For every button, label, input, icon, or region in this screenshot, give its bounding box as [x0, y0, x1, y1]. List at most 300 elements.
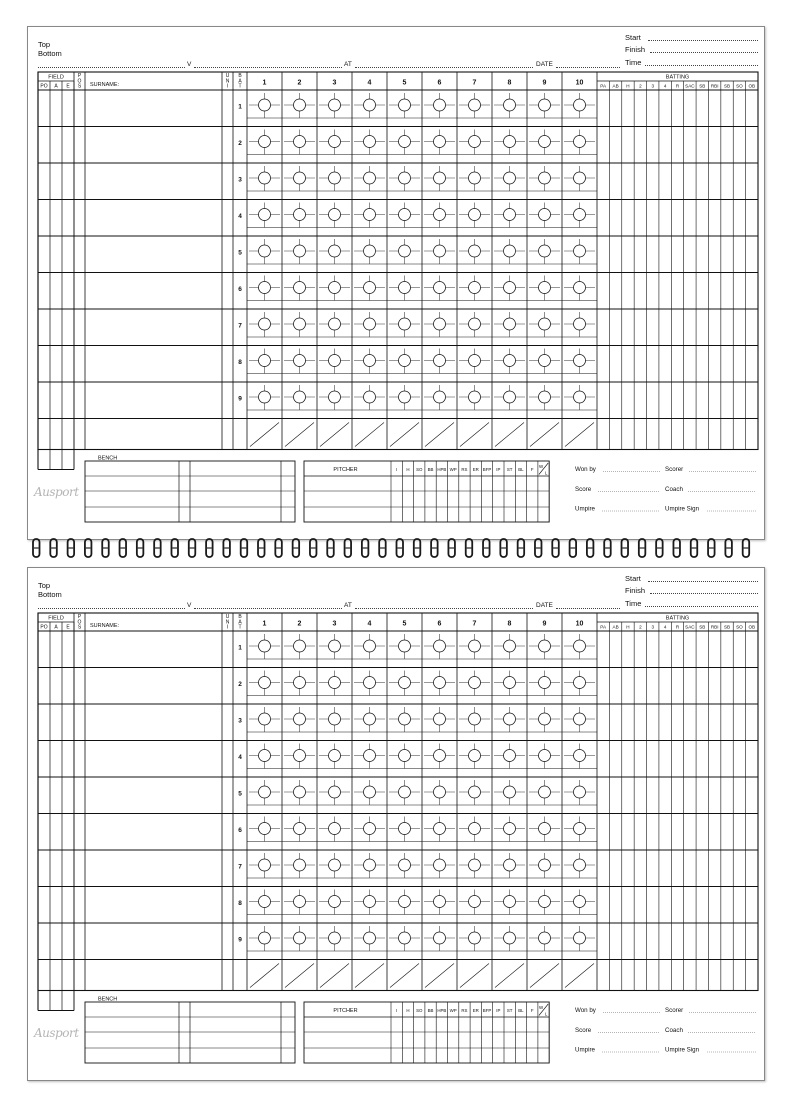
field-sub-po: PO: [40, 624, 48, 631]
field-sub-e: E: [66, 83, 70, 90]
diamond-cell[interactable]: [319, 93, 350, 118]
surname-header: SURNAME:: [90, 623, 120, 629]
diamond-cell[interactable]: [424, 634, 455, 659]
diamond-cell[interactable]: [459, 385, 490, 410]
pos-header-char: O: [77, 78, 82, 85]
pitcher-col-4: HPB: [437, 467, 447, 472]
diamond-mark: [539, 713, 551, 725]
diamond-cell[interactable]: [564, 707, 595, 732]
diamond-mark: [574, 391, 586, 403]
diamond-cell[interactable]: [494, 349, 525, 374]
batting-order-4: 4: [238, 213, 242, 220]
diamond-cell[interactable]: [564, 926, 595, 951]
diamond-mark: [294, 750, 306, 762]
diamond-cell[interactable]: [284, 312, 315, 337]
diamond-mark: [504, 99, 516, 111]
diamond-cell[interactable]: [529, 93, 560, 118]
bat-header-char: T: [238, 83, 242, 90]
diamond-cell[interactable]: [389, 312, 420, 337]
batting-order-1: 1: [238, 103, 242, 111]
diamond-mark: [504, 172, 516, 184]
diamond-cell[interactable]: [319, 890, 350, 915]
diamond-cell[interactable]: [354, 926, 385, 951]
diamond-cell[interactable]: [494, 166, 525, 191]
top-label: Top: [38, 40, 51, 49]
diamond-mark: [434, 391, 446, 403]
total-cell-diagonal: [530, 964, 559, 988]
pitcher-col-9: IP: [496, 1008, 501, 1013]
diamond-cell[interactable]: [354, 203, 385, 228]
diamond-cell[interactable]: [564, 744, 595, 769]
diamond-cell[interactable]: [389, 166, 420, 191]
diamond-cell[interactable]: [494, 130, 525, 155]
diamond-cell[interactable]: [389, 890, 420, 915]
diamond-mark: [574, 282, 586, 294]
diamond-mark: [434, 99, 446, 111]
at-label: AT: [344, 602, 352, 609]
diamond-cell[interactable]: [494, 671, 525, 696]
diamond-mark: [539, 640, 551, 652]
diamond-mark: [399, 859, 411, 871]
pitcher-col-12: F: [530, 1008, 534, 1013]
diamond-cell[interactable]: [284, 890, 315, 915]
scoresheet-page-top: [27, 26, 765, 540]
diamond-cell[interactable]: [284, 276, 315, 301]
diamond-cell[interactable]: [354, 130, 385, 155]
diamond-mark: [329, 99, 341, 111]
diamond-mark: [399, 713, 411, 725]
diamond-cell[interactable]: [249, 203, 280, 228]
diamond-cell[interactable]: [494, 203, 525, 228]
pitcher-col-6: RS: [461, 467, 468, 472]
diamond-cell[interactable]: [354, 817, 385, 842]
diamond-cell[interactable]: [424, 239, 455, 264]
diamond-cell[interactable]: [424, 385, 455, 410]
diamond-cell[interactable]: [389, 634, 420, 659]
diamond-cell[interactable]: [354, 276, 385, 301]
diamond-cell[interactable]: [389, 130, 420, 155]
diamond-cell[interactable]: [494, 780, 525, 805]
finish-label: Finish: [625, 586, 646, 595]
diamond-cell[interactable]: [319, 349, 350, 374]
diamond-mark: [294, 136, 306, 148]
pitcher-col-12: F: [530, 467, 534, 472]
diamond-cell[interactable]: [249, 780, 280, 805]
diamond-cell[interactable]: [529, 349, 560, 374]
diamond-cell[interactable]: [564, 203, 595, 228]
inning-7-header: 7: [472, 620, 477, 628]
diamond-cell[interactable]: [529, 166, 560, 191]
diamond-cell[interactable]: [249, 671, 280, 696]
diamond-mark: [434, 786, 446, 798]
diamond-mark: [364, 713, 376, 725]
diamond-cell[interactable]: [494, 926, 525, 951]
diamond-cell[interactable]: [529, 707, 560, 732]
time-label: Time: [625, 58, 642, 67]
diamond-cell[interactable]: [354, 671, 385, 696]
diamond-mark: [294, 786, 306, 798]
diamond-mark: [399, 823, 411, 835]
diamond-cell[interactable]: [564, 312, 595, 337]
inning-10-header: 10: [575, 620, 584, 628]
diamond-mark: [294, 391, 306, 403]
diamond-cell[interactable]: [389, 707, 420, 732]
diamond-mark: [294, 99, 306, 111]
inning-3-header: 3: [332, 620, 337, 628]
diamond-mark: [329, 713, 341, 725]
inning-1-header: 1: [262, 620, 267, 628]
diamond-cell[interactable]: [319, 853, 350, 878]
diamond-cell[interactable]: [424, 130, 455, 155]
batting-order-2: 2: [238, 140, 242, 147]
diamond-cell[interactable]: [494, 312, 525, 337]
diamond-cell[interactable]: [354, 312, 385, 337]
diamond-cell[interactable]: [494, 239, 525, 264]
diamond-cell[interactable]: [249, 817, 280, 842]
total-cell-diagonal: [355, 423, 384, 447]
bat-header-char: A: [238, 78, 242, 85]
diamond-cell[interactable]: [424, 312, 455, 337]
diamond-mark: [434, 859, 446, 871]
diamond-cell[interactable]: [389, 926, 420, 951]
diamond-cell[interactable]: [249, 385, 280, 410]
diamond-cell[interactable]: [459, 890, 490, 915]
diamond-cell[interactable]: [249, 926, 280, 951]
pitcher-col-1: H: [406, 1008, 410, 1013]
diamond-cell[interactable]: [389, 817, 420, 842]
diamond-cell[interactable]: [564, 93, 595, 118]
inning-1-header: 1: [262, 79, 267, 87]
diamond-cell[interactable]: [354, 744, 385, 769]
diamond-cell[interactable]: [354, 890, 385, 915]
diamond-cell[interactable]: [564, 385, 595, 410]
diamond-cell[interactable]: [249, 93, 280, 118]
diamond-cell[interactable]: [564, 817, 595, 842]
diamond-cell[interactable]: [284, 166, 315, 191]
diamond-mark: [504, 640, 516, 652]
diamond-cell[interactable]: [354, 707, 385, 732]
diamond-cell[interactable]: [284, 707, 315, 732]
uni-header-char: I: [226, 624, 229, 631]
diamond-cell[interactable]: [319, 276, 350, 301]
diamond-mark: [399, 750, 411, 762]
diamond-cell[interactable]: [389, 385, 420, 410]
diamond-cell[interactable]: [249, 130, 280, 155]
scoring-grid: [28, 27, 764, 539]
batting-sub-11: SO: [736, 624, 743, 630]
diamond-cell[interactable]: [284, 130, 315, 155]
diamond-cell[interactable]: [459, 780, 490, 805]
inning-2-header: 2: [297, 620, 302, 628]
diamond-cell[interactable]: [319, 817, 350, 842]
diamond-mark: [364, 896, 376, 908]
main-table-border: [38, 72, 758, 450]
diamond-cell[interactable]: [389, 93, 420, 118]
batting-sub-4: 3: [651, 624, 655, 630]
diamond-cell[interactable]: [424, 166, 455, 191]
diamond-mark: [469, 713, 481, 725]
diamond-mark: [574, 136, 586, 148]
diamond-cell[interactable]: [529, 239, 560, 264]
total-cell-diagonal: [460, 964, 489, 988]
diamond-cell[interactable]: [319, 744, 350, 769]
diamond-cell[interactable]: [459, 239, 490, 264]
diamond-mark: [364, 318, 376, 330]
diamond-cell[interactable]: [564, 130, 595, 155]
diamond-cell[interactable]: [389, 349, 420, 374]
batting-order-3: 3: [238, 717, 242, 725]
pos-header-char: S: [77, 83, 82, 90]
diamond-cell[interactable]: [424, 744, 455, 769]
wl-l: L: [544, 1011, 548, 1017]
diamond-cell[interactable]: [284, 817, 315, 842]
diamond-mark: [329, 640, 341, 652]
batting-sub-5: 4: [663, 83, 667, 89]
uni-header: [226, 73, 230, 90]
coach-label: Coach: [665, 1027, 683, 1034]
diamond-cell[interactable]: [319, 926, 350, 951]
diamond-cell[interactable]: [389, 276, 420, 301]
diamond-mark: [364, 172, 376, 184]
diamond-mark: [539, 750, 551, 762]
diamond-cell[interactable]: [284, 780, 315, 805]
scorer-label: Scorer: [665, 1007, 684, 1014]
diamond-cell[interactable]: [249, 349, 280, 374]
diamond-cell[interactable]: [459, 312, 490, 337]
diamond-mark: [259, 932, 271, 944]
diamond-mark: [434, 245, 446, 257]
diamond-cell[interactable]: [459, 130, 490, 155]
diamond-cell[interactable]: [319, 385, 350, 410]
diamond-cell[interactable]: [529, 130, 560, 155]
diamond-cell[interactable]: [424, 890, 455, 915]
diamond-cell[interactable]: [564, 853, 595, 878]
diamond-mark: [294, 859, 306, 871]
diamond-cell[interactable]: [284, 385, 315, 410]
diamond-cell[interactable]: [494, 707, 525, 732]
diamond-cell[interactable]: [529, 671, 560, 696]
diamond-cell[interactable]: [529, 312, 560, 337]
diamond-cell[interactable]: [494, 853, 525, 878]
diamond-mark: [539, 172, 551, 184]
batting-sub-7: SAC: [685, 624, 695, 630]
diamond-mark: [434, 750, 446, 762]
diamond-cell[interactable]: [529, 890, 560, 915]
diamond-mark: [294, 823, 306, 835]
diamond-mark: [294, 640, 306, 652]
diamond-mark: [329, 896, 341, 908]
diamond-cell[interactable]: [284, 349, 315, 374]
diamond-cell[interactable]: [459, 349, 490, 374]
diamond-cell[interactable]: [494, 890, 525, 915]
diamond-cell[interactable]: [249, 166, 280, 191]
diamond-mark: [574, 750, 586, 762]
diamond-mark: [259, 99, 271, 111]
diamond-cell[interactable]: [354, 166, 385, 191]
diamond-cell[interactable]: [529, 385, 560, 410]
diamond-cell[interactable]: [354, 853, 385, 878]
diamond-cell[interactable]: [249, 312, 280, 337]
diamond-mark: [504, 896, 516, 908]
diamond-cell[interactable]: [249, 276, 280, 301]
diamond-cell[interactable]: [389, 780, 420, 805]
diamond-mark: [364, 786, 376, 798]
diamond-mark: [329, 786, 341, 798]
batting-sub-6: R: [675, 83, 680, 89]
diamond-cell[interactable]: [284, 744, 315, 769]
diamond-cell[interactable]: [459, 817, 490, 842]
diamond-cell[interactable]: [494, 744, 525, 769]
diamond-cell[interactable]: [529, 926, 560, 951]
diamond-cell[interactable]: [389, 671, 420, 696]
pitcher-header: PITCHER: [333, 1008, 358, 1014]
diamond-cell[interactable]: [459, 203, 490, 228]
diamond-cell[interactable]: [354, 780, 385, 805]
diamond-cell[interactable]: [459, 276, 490, 301]
diamond-cell[interactable]: [424, 349, 455, 374]
diamond-cell[interactable]: [284, 93, 315, 118]
ausport-logo: Ausport: [34, 1026, 79, 1040]
diamond-mark: [294, 282, 306, 294]
diamond-mark: [574, 823, 586, 835]
diamond-cell[interactable]: [564, 634, 595, 659]
diamond-cell[interactable]: [424, 926, 455, 951]
diamond-cell[interactable]: [284, 671, 315, 696]
diamond-cell[interactable]: [354, 634, 385, 659]
diamond-cell[interactable]: [284, 203, 315, 228]
diamond-cell[interactable]: [459, 634, 490, 659]
diamond-cell[interactable]: [354, 385, 385, 410]
diamond-cell[interactable]: [459, 166, 490, 191]
diamond-cell[interactable]: [284, 634, 315, 659]
diamond-cell[interactable]: [494, 93, 525, 118]
diamond-cell[interactable]: [319, 780, 350, 805]
diamond-mark: [469, 859, 481, 871]
diamond-cell[interactable]: [564, 239, 595, 264]
diamond-cell[interactable]: [494, 276, 525, 301]
diamond-cell[interactable]: [319, 671, 350, 696]
diamond-mark: [364, 355, 376, 367]
diamond-cell[interactable]: [459, 853, 490, 878]
diamond-cell[interactable]: [564, 276, 595, 301]
pitcher-header: PITCHER: [333, 467, 358, 473]
pitcher-col-7: ER: [472, 1008, 479, 1013]
diamond-cell[interactable]: [564, 349, 595, 374]
diamond-cell[interactable]: [459, 707, 490, 732]
diamond-cell[interactable]: [529, 853, 560, 878]
diamond-mark: [469, 318, 481, 330]
diamond-mark: [574, 318, 586, 330]
diamond-cell[interactable]: [564, 671, 595, 696]
diamond-cell[interactable]: [564, 780, 595, 805]
diamond-cell[interactable]: [424, 671, 455, 696]
diamond-cell[interactable]: [249, 239, 280, 264]
diamond-cell[interactable]: [494, 385, 525, 410]
batting-sub-1: AB: [612, 83, 619, 89]
diamond-cell[interactable]: [249, 853, 280, 878]
diamond-cell[interactable]: [354, 93, 385, 118]
diamond-mark: [259, 172, 271, 184]
diamond-cell[interactable]: [319, 166, 350, 191]
diamond-cell[interactable]: [459, 93, 490, 118]
diamond-mark: [364, 282, 376, 294]
diamond-mark: [329, 750, 341, 762]
diamond-mark: [259, 136, 271, 148]
diamond-cell[interactable]: [284, 926, 315, 951]
diamond-cell[interactable]: [319, 130, 350, 155]
diamond-cell[interactable]: [319, 312, 350, 337]
batting-order-7: 7: [238, 322, 242, 330]
diamond-cell[interactable]: [424, 780, 455, 805]
batting-sub-4: 3: [651, 83, 655, 89]
diamond-cell[interactable]: [424, 707, 455, 732]
diamond-mark: [539, 677, 551, 689]
diamond-cell[interactable]: [529, 780, 560, 805]
diamond-cell[interactable]: [319, 203, 350, 228]
diamond-cell[interactable]: [459, 671, 490, 696]
total-cell-diagonal: [565, 423, 594, 447]
diamond-mark: [469, 355, 481, 367]
diamond-cell[interactable]: [319, 707, 350, 732]
diamond-cell[interactable]: [529, 203, 560, 228]
diamond-cell[interactable]: [249, 744, 280, 769]
diamond-cell[interactable]: [529, 634, 560, 659]
inning-4-header: 4: [367, 79, 372, 87]
bat-header-char: T: [238, 624, 242, 631]
diamond-cell[interactable]: [389, 239, 420, 264]
diamond-cell[interactable]: [494, 634, 525, 659]
diamond-cell[interactable]: [389, 744, 420, 769]
diamond-cell[interactable]: [354, 349, 385, 374]
diamond-cell[interactable]: [249, 634, 280, 659]
diamond-cell[interactable]: [319, 239, 350, 264]
diamond-mark: [434, 318, 446, 330]
diamond-cell[interactable]: [529, 276, 560, 301]
diamond-cell[interactable]: [494, 817, 525, 842]
diamond-cell[interactable]: [249, 890, 280, 915]
diamond-cell[interactable]: [354, 239, 385, 264]
diamond-cell[interactable]: [424, 817, 455, 842]
diamond-mark: [259, 318, 271, 330]
diamond-cell[interactable]: [284, 853, 315, 878]
diamond-mark: [504, 932, 516, 944]
diamond-cell[interactable]: [529, 817, 560, 842]
bat-header: [238, 614, 242, 631]
diamond-mark: [574, 245, 586, 257]
diamond-cell[interactable]: [284, 239, 315, 264]
diamond-cell[interactable]: [459, 926, 490, 951]
total-cell-diagonal: [250, 423, 279, 447]
diamond-cell[interactable]: [424, 276, 455, 301]
batting-sub-1: AB: [612, 624, 619, 630]
diamond-cell[interactable]: [389, 203, 420, 228]
diamond-cell[interactable]: [564, 166, 595, 191]
diamond-cell[interactable]: [249, 707, 280, 732]
diamond-cell[interactable]: [459, 744, 490, 769]
diamond-mark: [539, 823, 551, 835]
diamond-cell[interactable]: [319, 634, 350, 659]
diamond-cell[interactable]: [389, 853, 420, 878]
diamond-mark: [434, 713, 446, 725]
diamond-cell[interactable]: [424, 853, 455, 878]
diamond-cell[interactable]: [424, 93, 455, 118]
diamond-cell[interactable]: [564, 890, 595, 915]
diamond-mark: [504, 823, 516, 835]
diamond-mark: [399, 245, 411, 257]
pitcher-col-2: SO: [416, 467, 423, 472]
diamond-cell[interactable]: [529, 744, 560, 769]
diamond-cell[interactable]: [424, 203, 455, 228]
